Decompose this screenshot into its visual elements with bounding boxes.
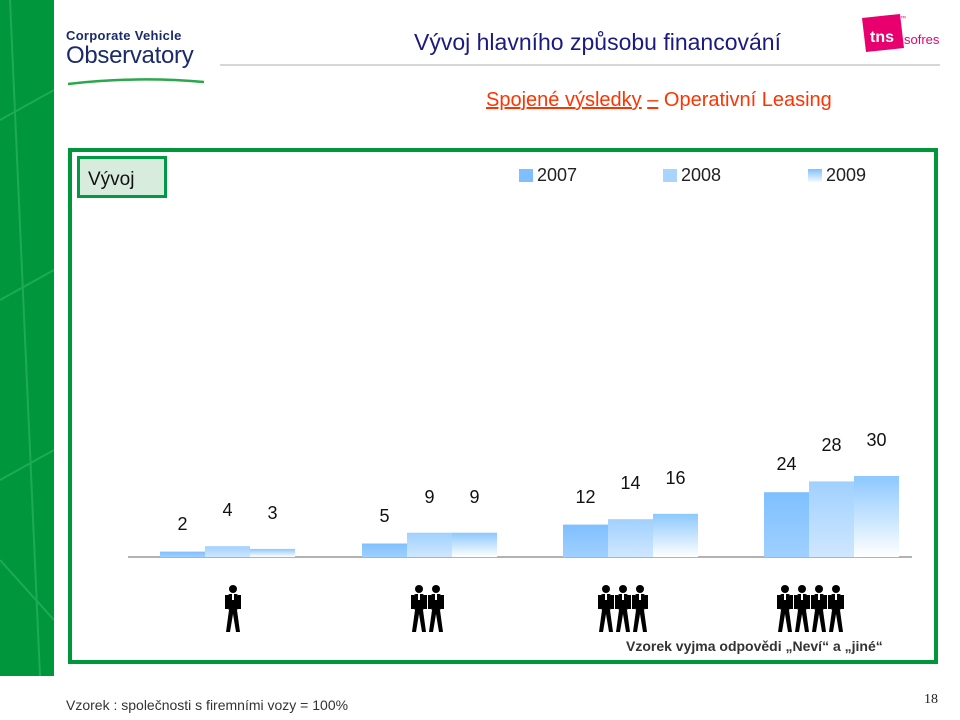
legend-label: 2007 (537, 165, 578, 185)
data-label: 3 (267, 502, 278, 523)
legend-2007 (537, 165, 577, 186)
left-decor-bar (0, 0, 54, 676)
section-tag-label: Vývoj (88, 169, 135, 190)
data-label: 30 (866, 430, 887, 450)
data-label: 9 (424, 486, 435, 507)
data-label: 2 (177, 513, 188, 534)
sample-note: Vzorek vyjma odpovědi „Neví“ a „jiné“ (626, 638, 883, 654)
data-label: 12 (575, 486, 596, 507)
person-icon (777, 585, 793, 632)
subtitle-part1: Spojené výsledky (486, 89, 642, 111)
legend-swatch (519, 169, 533, 182)
legend-2008 (681, 165, 721, 186)
subtitle-dash: – (647, 89, 659, 111)
person-icon (811, 585, 827, 632)
person-icon (225, 585, 241, 632)
person-icon (632, 585, 648, 632)
brand-tm: ™ (900, 16, 906, 22)
logo-line2: Observatory (66, 42, 194, 69)
logo-line1: Corporate Vehicle (66, 28, 182, 43)
person-icon (615, 585, 631, 632)
person-icon-1 (224, 584, 243, 634)
logo-swoosh-icon (66, 78, 206, 86)
legend-2009 (826, 165, 866, 186)
data-label: 16 (665, 467, 686, 488)
subtitle (486, 89, 832, 112)
data-label: 24 (776, 454, 797, 475)
brand-name: tns (870, 29, 894, 46)
footer-text: Vzorek : společnosti s firemními vozy = 100% (66, 697, 349, 713)
legend-label: 2008 (681, 165, 722, 185)
tns-sofres-logo (860, 14, 940, 59)
page-number: 18 (924, 692, 938, 707)
section-tag (77, 156, 167, 198)
person-icon (598, 585, 614, 632)
page-title: Vývoj hlavního způsobu financování (414, 29, 781, 55)
person-icon-4 (776, 584, 846, 634)
legend-label: 2009 (826, 165, 867, 185)
person-icon (411, 585, 427, 632)
subtitle-part2: Operativní Leasing (663, 89, 832, 111)
corporate-vehicle-observatory-logo (66, 28, 211, 84)
person-icon (428, 585, 444, 632)
person-icon (828, 585, 844, 632)
data-label: 5 (379, 505, 390, 526)
legend-swatch (663, 169, 677, 182)
brand-sub: sofres (904, 32, 940, 47)
data-label: 14 (620, 473, 641, 494)
person-icon-2 (410, 584, 446, 634)
data-label: 9 (469, 486, 480, 507)
title-divider (220, 64, 940, 66)
legend-swatch (808, 169, 822, 182)
data-label: 28 (821, 435, 842, 456)
data-label: 4 (222, 500, 233, 521)
person-icon (794, 585, 810, 632)
person-icon-3 (597, 584, 650, 634)
